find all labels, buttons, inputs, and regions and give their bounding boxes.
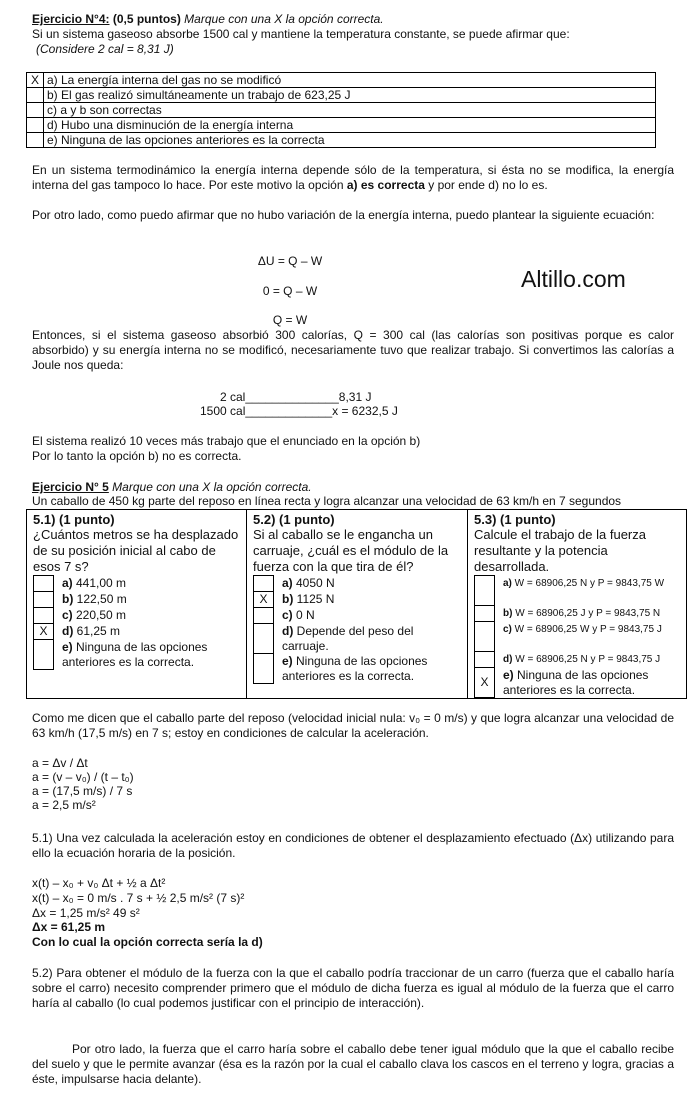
choice-letter: a) [62,576,73,590]
question-text: Si al caballo se le engancha un carruaje, ¿cuál es el módulo de la fuerza con la que tira de él? [253,527,449,574]
ex4-option-mark[interactable]: X [27,73,44,88]
choice-text: 61,25 m [73,624,121,638]
position-line-1: x(t) – x₀ + v₀ Δt + ½ a Δt² [32,876,166,890]
choice-letter: e) [282,654,293,668]
ex4-paragraph-3: Entonces, si el sistema gaseoso absorbió 300 calorías, Q = 300 cal (las calorías son positivas porque es calor absorbido) y su energía interna no se modificó, necesariamente tuvo que realizar trabajo. Si convertimos las calorías a Joule nos queda: [32,328,674,372]
ex4-option-text: c) a y b son correctas [44,103,656,118]
ex4-equation-1: ΔU = Q – W [257,254,323,268]
choice-text: Ninguna de las opciones anteriores es la correcta. [503,668,649,697]
choice-text: 441,00 m [72,576,127,590]
ex4-paragraph-4: El sistema realizó 10 veces más trabajo que el enunciado en la opción b) [32,434,421,448]
choice-label [495,668,684,698]
ex4-option-mark[interactable] [27,118,44,133]
choices-list [474,576,684,698]
choice-text: W = 68906,25 J y P = 9843,75 N [512,608,661,619]
choice-checkbox[interactable] [474,605,495,622]
choice-checkbox[interactable] [33,575,54,592]
choice-label [495,652,660,668]
choice-checkbox[interactable] [253,623,274,654]
choice-text: Ninguna de las opciones anteriores es la correcta. [282,654,428,683]
choice-label [274,576,335,592]
ex4-option-row[interactable] [27,118,656,133]
position-conclusion: Con lo cual la opción correcta sería la d) [32,935,263,949]
choice-checkbox[interactable] [33,639,54,670]
question-title: 5.3) (1 punto) [474,512,556,527]
watermark-logo: Altillo.com [521,266,626,292]
choice-letter: c) [503,624,512,635]
choice-item[interactable] [253,592,463,608]
choice-label [54,608,126,624]
choice-item[interactable] [33,640,243,670]
choice-checkbox[interactable] [33,591,54,608]
choice-label [274,592,334,608]
ex5-paragraph-3: 5.2) Para obtener el módulo de la fuerza con la que el caballo podría traccionar de un carro (fuerza que el caballo haría sobre el carro) necesito comprender primero que el módulo de dicha fuerza es igual al módulo de la fuerza que el carro haría al caballo (lo cual podemos justificar con el principio de interacción). [32,966,674,1010]
position-line-4: Δx = 61,25 m [32,920,106,934]
ex4-equation-3: Q = W [272,313,308,327]
choice-item[interactable] [253,654,463,684]
acceleration-line-3: a = (17,5 m/s) / 7 s [32,784,133,798]
question-text: ¿Cuántos metros se ha desplazado de su posición inicial al cabo de esos 7 s? [33,527,239,574]
choice-letter: d) [62,624,74,638]
choice-text: W = 68906,25 N y P = 9843,75 W [511,578,665,589]
choice-label [274,654,463,684]
choice-checkbox[interactable]: X [474,667,495,698]
position-line-2: x(t) – x₀ = 0 m/s . 7 s + ½ 2,5 m/s² (7 s)² [32,891,245,905]
ex4-paragraph-5: Por lo tanto la opción b) no es correcta. [32,449,242,463]
ex4-p1-tail: y por ende d) no lo es. [424,178,548,192]
choice-checkbox[interactable] [253,653,274,684]
ex4-paragraph-1 [32,163,674,193]
ex5-instruction: Marque con una X la opción correcta. [108,480,312,494]
ex4-p1-bold: a) es correcta [346,178,425,192]
choice-checkbox[interactable] [474,621,495,652]
choice-letter: a) [282,576,293,590]
choice-item[interactable] [474,622,684,652]
question-5-3 [468,510,686,698]
choice-text: 4050 N [292,576,335,590]
ex4-p1-text: En un sistema termodinámico la energía interna depende sólo de la temperatura, si ésta no se modifica, la energía interna del gas tampoco lo hace. Por este motivo la opción [32,163,674,192]
ex5-paragraph-4: Por otro lado, la fuerza que el carro haría sobre el caballo debe tener igual módulo que la que el caballo recibe del suelo y que le permite avanzar (ésa es la razón por la cual el caballo clava los cascos en el terreno y logra, gracias a éste, impulsarse hacia delante). [32,1042,674,1086]
ex5-title [32,480,312,494]
acceleration-line-2: a = (v – v₀) / (t – t₀) [32,770,134,784]
acceleration-line-4: a = 2,5 m/s² [32,798,96,812]
ex4-heading: Ejercicio N°4: [32,12,110,26]
choice-item[interactable] [253,576,463,592]
ex4-option-row[interactable] [27,103,656,118]
choice-label [495,622,662,652]
choice-text: 1125 N [293,592,335,606]
choice-checkbox[interactable] [474,575,495,606]
choice-letter: b) [62,592,74,606]
ex4-option-text: b) El gas realizó simultáneamente un trabajo de 623,25 J [44,88,656,103]
ex5-paragraph-1: Como me dicen que el caballo parte del reposo (velocidad inicial nula: v₀ = 0 m/s) y que logra alcanzar una velocidad de 63 km/h (17,5 m/s) en 7 s; estoy en condiciones de calcular la aceleración. [32,711,674,740]
ex4-instruction: Marque con una X la opción correcta. [180,12,384,26]
choice-checkbox[interactable]: X [253,591,274,608]
choice-letter: d) [282,624,294,638]
ex5-statement: Un caballo de 450 kg parte del reposo en línea recta y logra alcanzar una velocidad de 63 km/h en 7 segundos [32,494,622,508]
choice-item[interactable] [474,606,684,622]
choice-checkbox[interactable] [33,607,54,624]
position-line-3: Δx = 1,25 m/s² 49 s² [32,906,140,920]
choice-item[interactable] [253,624,463,654]
choice-checkbox[interactable] [253,607,274,624]
choice-label [54,592,127,608]
question-title: 5.1) (1 punto) [33,512,115,527]
choice-text: 122,50 m [73,592,127,606]
ex4-option-mark[interactable] [27,133,44,148]
ex4-points: (0,5 puntos) [109,12,181,26]
choice-letter: b) [503,608,513,619]
choice-item[interactable] [33,624,243,640]
choices-list [33,576,243,670]
choice-letter: a) [503,578,512,589]
choice-text: Depende del peso del carruaje. [282,624,414,653]
choice-text: 220,50 m [72,608,127,622]
choice-text: W = 68906,25 N y P = 9843,75 J [512,654,661,665]
choice-letter: b) [282,592,294,606]
choice-label [54,624,120,640]
choice-item[interactable] [253,608,463,624]
choice-label [274,624,463,654]
ex4-statement: Si un sistema gaseoso absorbe 1500 cal y mantiene la temperatura constante, se puede afirmar que: [32,27,570,41]
question-5-2 [247,510,468,698]
ex4-consider: (Considere 2 cal = 8,31 J) [36,42,174,56]
ex5-questions-table [26,509,687,699]
ex4-option-row[interactable] [27,133,656,148]
ex4-equation-2: 0 = Q – W [262,284,318,298]
choice-text: Ninguna de las opciones anteriores es la correcta. [62,640,208,669]
choice-label [54,576,126,592]
ex4-options-table [26,72,656,148]
ex5-paragraph-2: 5.1) Una vez calculada la aceleración estoy en condiciones de obtener el desplazamiento efectuado (Δx) utilizando para ello la ecuación horaria de la posición. [32,831,674,860]
choice-letter: c) [62,608,73,622]
acceleration-line-1: a = Δv / Δt [32,756,88,770]
ex4-option-text: e) Ninguna de las opciones anteriores es la correcta [44,133,656,148]
choice-checkbox[interactable] [253,575,274,592]
ex4-option-row[interactable] [27,88,656,103]
ex5-heading: Ejercicio N° 5 [32,480,109,494]
choice-text: W = 68906,25 W y P = 9843,75 J [511,624,662,635]
choice-item[interactable] [474,652,684,668]
ex4-option-row[interactable] [27,73,656,88]
choice-label [274,608,315,624]
choice-item[interactable] [33,576,243,592]
choice-label [495,576,664,606]
choice-label [495,606,660,622]
choice-letter: d) [503,654,513,665]
choice-item[interactable] [474,576,684,606]
choice-letter: e) [62,640,73,654]
choice-checkbox[interactable]: X [33,623,54,640]
question-title: 5.2) (1 punto) [253,512,335,527]
choice-checkbox[interactable] [474,651,495,668]
choice-text: 0 N [292,608,315,622]
choices-list [253,576,463,684]
question-text: Calcule el trabajo de la fuerza resultante y la potencia desarrollada. [474,527,646,574]
choice-item[interactable] [474,668,684,698]
choice-item[interactable] [33,608,243,624]
ex4-option-mark[interactable] [27,88,44,103]
ex4-option-text: a) La energía interna del gas no se modificó [44,73,656,88]
choice-letter: e) [503,668,514,682]
ex4-title [32,12,384,26]
ex4-conversion-1: 2 cal______________8,31 J [220,390,372,404]
ex4-option-text: d) Hubo una disminución de la energía interna [44,118,656,133]
ex4-option-mark[interactable] [27,103,44,118]
choice-label [54,640,243,670]
question-5-1 [27,510,247,698]
ex4-conversion-2: 1500 cal_____________x = 6232,5 J [200,404,398,418]
choice-letter: c) [282,608,293,622]
ex4-paragraph-2: Por otro lado, como puedo afirmar que no hubo variación de la energía interna, puedo plantear la siguiente ecuación: [32,208,655,222]
choice-item[interactable] [33,592,243,608]
